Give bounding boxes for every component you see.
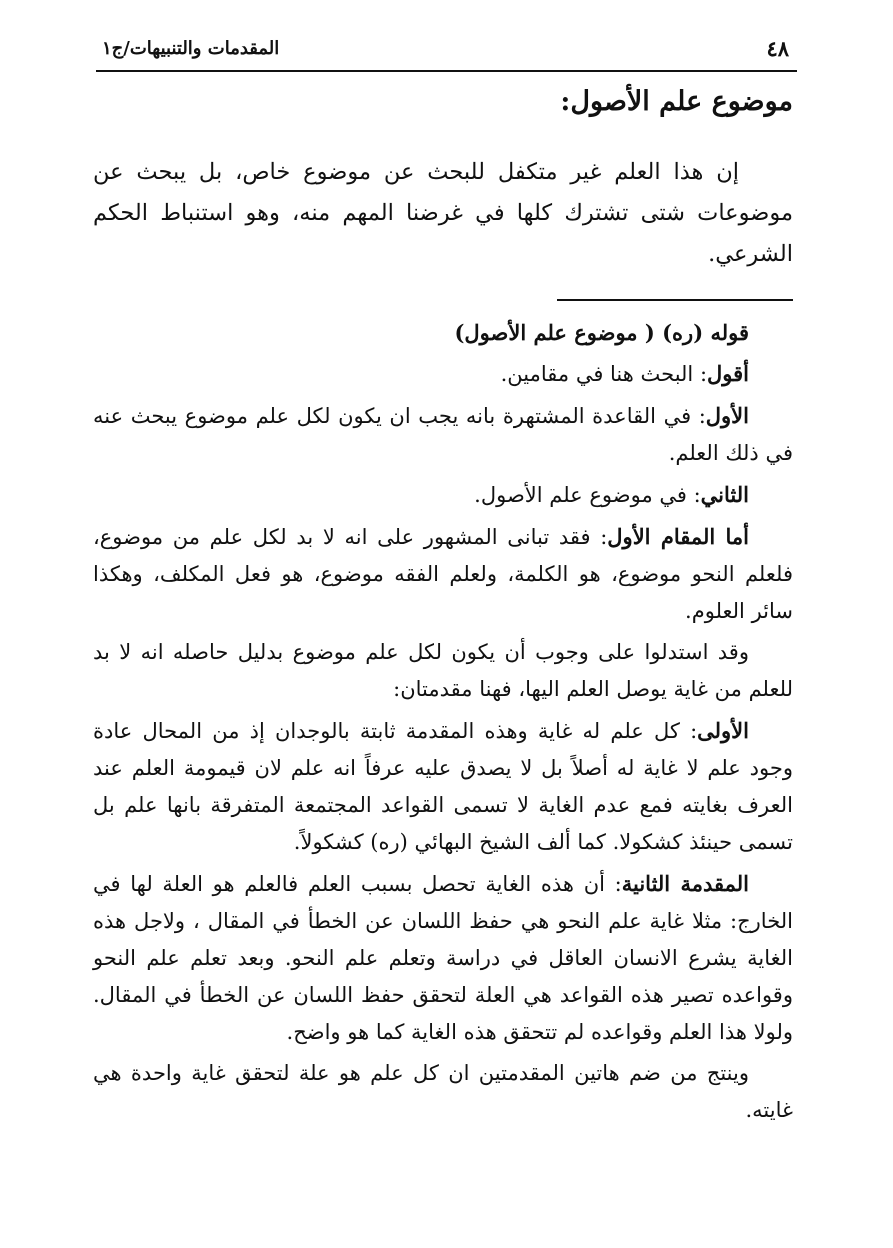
paragraph-text: : فقد تبانى المشهور على انه لا بد لكل علم من موضوع، فلعلم النحو موضوع، هو الكلمة، ولعلم الفقه موضوع، هو فعل المكلف، وهكذا سائر العلوم. [93, 525, 793, 623]
paragraph-argument: وقد استدلوا على وجوب أن يكون لكل علم موضوع بدليل حاصله انه لا بد للعلم من غاية يوصل العلم اليها، فهنا مقدمتان: [93, 640, 793, 701]
paragraph-label: الأول [705, 403, 749, 428]
paragraph-premise-one [93, 712, 793, 861]
paragraph-text: : في موضوع علم الأصول. [474, 483, 701, 507]
page-number: ٤٨ [766, 36, 789, 61]
commentary-section [93, 314, 793, 1133]
running-title: المقدمات والتنبيهات/ج١ [102, 38, 280, 59]
paragraph-text: : البحث هنا في مقامين. [500, 362, 708, 386]
intro-paragraph: إن هذا العلم غير متكفل للبحث عن موضوع خاص، بل يبحث عن موضوعات شتى تشترك كلها في غرضنا المهم منه، وهو استنباط الحكم الشرعي. [93, 159, 793, 267]
paragraph-text: : كل علم له غاية وهذه المقدمة ثابتة بالوجدان إذ من المحال عادة وجود علم لا غاية له أصلاً بل لا يصدق عليه عرفاً انه علم لان قيمومة العلم عند العرف بغايته فمع عدم الغاية لا تسمى القواعد المجتمعة المتفرقة بانها علم بل تسمى حينئذ كشكولا. كما ألف الشيخ البهائي (ره) كشكولاً. [93, 719, 793, 854]
paragraph-conclusion: وينتج من ضم هاتين المقدمتين ان كل علم هو علة لتحقق غاية واحدة هي غايته. [93, 1061, 793, 1122]
quote-heading: قوله (ره) ( موضوع علم الأصول) [454, 320, 749, 345]
paragraph-label: أما المقام الأول [607, 524, 749, 549]
page-header [96, 34, 797, 72]
footnote-divider [557, 299, 793, 301]
paragraph-label: أقول [707, 361, 749, 386]
paragraph-second [93, 476, 793, 514]
section-title: موضوع علم الأصول: [560, 86, 793, 117]
paragraph-label: الأولى [697, 718, 749, 743]
paragraph-label: المقدمة الثانية [621, 871, 750, 896]
paragraph-premise-two [93, 865, 793, 1051]
paragraph-text: : أن هذه الغاية تحصل بسبب العلم فالعلم هو العلة لها في الخارج: مثلا غاية علم النحو هي حفظ اللسان عن الخطأ في المقال ، ولاجل هذه الغاية يشرع الانسان العاقل في دراسة وتعلم علم النحو. وبعد تعلم علم النحو وقواعده تصير هذه القواعد هي العلة لتحقق حفظ اللسان عن الخطأ في المقال. ولولا هذا العلم وقواعده لم تتحقق هذه الغاية كما هو واضح. [93, 872, 793, 1044]
paragraph-first [93, 397, 793, 472]
paragraph-label: الثاني [700, 482, 749, 507]
paragraph-first-station [93, 518, 793, 630]
paragraph-aqul [93, 355, 793, 393]
paragraph-text: : في القاعدة المشتهرة بانه يجب ان يكون لكل علم موضوع يبحث عنه في ذلك العلم. [93, 404, 793, 465]
